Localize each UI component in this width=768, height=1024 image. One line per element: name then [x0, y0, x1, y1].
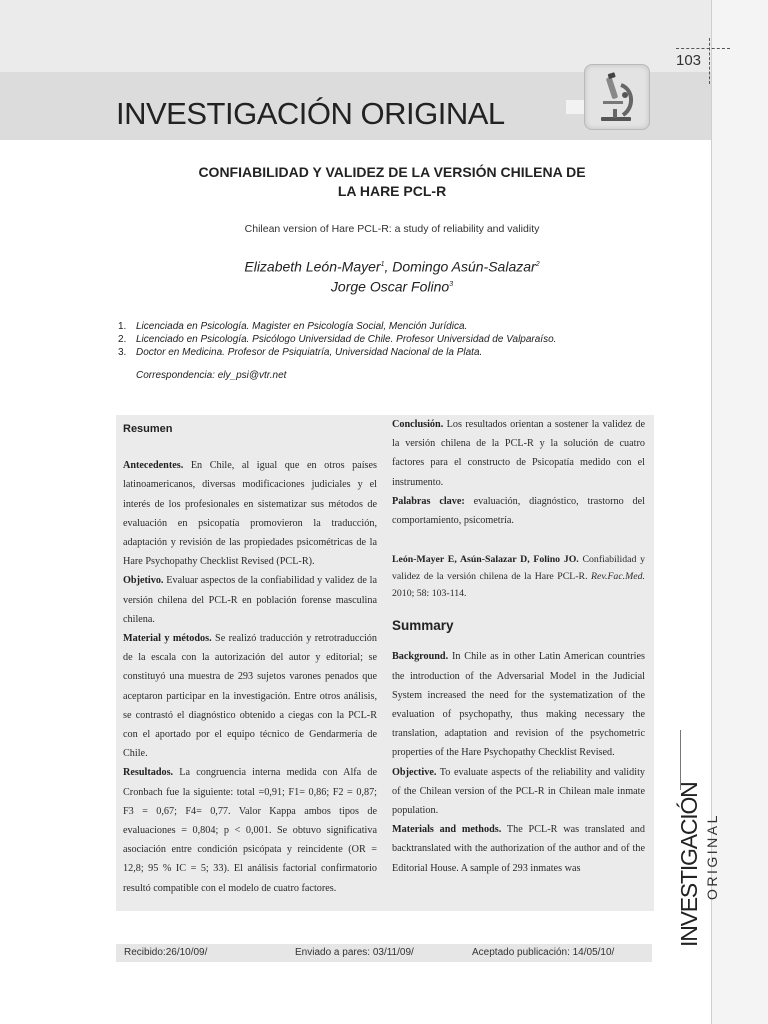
paragraph-background — [392, 647, 645, 762]
crop-mark-vertical — [709, 38, 710, 84]
text-conclusion: Los resultados orientan a sostener la validez de la versión chilena de la PCL-R y la solución de cuatro factores para el constructo de Psicopatía medido con el instrumento. — [392, 419, 645, 488]
label-objective: Objective. — [392, 766, 437, 778]
text-antecedentes: En Chile, al igual que en otros países latinoamericanos, diversas modificaciones judiciales y el interés de los profesionales en sistematizar sus métodos de evaluación en psicopatía promovieron la traducción, adaptación y revisión de las propiedades psicométricas de la Hare Psychopathy Checklist Revised (PCL-R). — [123, 460, 377, 568]
resumen-heading: Resumen — [123, 423, 173, 435]
paragraph-conclusion — [392, 415, 645, 492]
article-title-line1: CONFIABILIDAD Y VALIDEZ DE LA VERSIÓN CHILENA DE — [198, 164, 586, 180]
paragraph-methods — [392, 820, 645, 878]
dates-bar — [116, 944, 652, 962]
crop-mark-horizontal — [676, 48, 730, 49]
citation-journal: Rev.Fac.Med. — [591, 571, 645, 583]
author-1-affil: 1 — [380, 261, 385, 268]
affiliation-number: 3. — [118, 347, 127, 358]
affiliation-item — [118, 333, 678, 346]
summary-heading: Summary — [392, 618, 454, 634]
paragraph-antecedentes — [123, 456, 377, 571]
article-title — [150, 163, 634, 201]
affiliation-number: 2. — [118, 334, 127, 345]
citation-details: 2010; 58: 103-114. — [392, 588, 467, 600]
page-number: 103 — [676, 52, 702, 69]
side-label-rule — [680, 730, 681, 790]
date-accepted: Aceptado publicación: 14/05/10/ — [472, 947, 615, 958]
text-methods: The PCL-R was translated and backtranslated with the authorization of the author and of the Editorial House. A sample of 293 inmates was — [392, 824, 645, 874]
affiliation-item — [118, 346, 678, 359]
abstract-column-right — [392, 415, 645, 878]
side-strip — [712, 0, 768, 1024]
citation — [392, 551, 645, 602]
affiliation-text: Licenciado en Psicología. Psicólogo Universidad de Chile. Profesor Universidad de Valparaíso. — [136, 334, 557, 345]
label-resultados: Resultados. — [123, 767, 174, 779]
english-subtitle: Chilean version of Hare PCL-R: a study of reliability and validity — [244, 223, 540, 235]
article-title-line2: LA HARE PCL-R — [337, 183, 447, 199]
label-material: Material y métodos. — [123, 633, 212, 645]
side-label-investigacion: INVESTIGACIÓN — [676, 782, 702, 947]
author-3: Jorge Oscar Folino — [330, 278, 450, 295]
text-objective: To evaluate aspects of the reliability and validity of the Chilean version of the PCL-R in Chilean male inmate population. — [392, 766, 645, 817]
label-objetivo: Objetivo. — [123, 575, 164, 587]
text-material: Se realizó traducción y retrotraducción de la escala con la autorización del autor y editorial; se constituyó una muestra de 293 sujetos varones penados que aceptaron participar en la investigación. Entre otros análisis, se contrastó el diagnóstico obtenido a ciegas con la PCL-R con el aportado por el equipo técnico de Gendarmería de Chile. — [123, 633, 377, 760]
abstract-box — [116, 415, 654, 911]
author-line2 — [150, 276, 634, 296]
affiliation-text: Licenciada en Psicología. Magister en Psicología Social, Mención Jurídica. — [136, 321, 468, 332]
paragraph-resultados — [123, 763, 377, 897]
label-palabras-clave: Palabras clave: — [392, 495, 465, 507]
date-received: Recibido:26/10/09/ — [124, 947, 208, 958]
affiliation-text: Doctor en Medicina. Profesor de Psiquiatría, Universidad Nacional de la Plata. — [136, 347, 483, 358]
author-1: Elizabeth León-Mayer — [244, 258, 381, 275]
microscope-icon — [584, 64, 650, 130]
affiliation-list — [118, 320, 678, 359]
author-line1 — [150, 256, 634, 276]
correspondence — [136, 370, 286, 381]
paragraph-material — [123, 629, 377, 763]
label-methods: Materials and methods. — [392, 824, 502, 836]
author-3-affil: 3 — [449, 280, 454, 288]
citation-authors: León-Mayer E, Asún-Salazar D, Folino JO. — [392, 554, 579, 566]
correspondence-email[interactable]: ely_psi@vtr.net — [217, 370, 287, 381]
abstract-column-spanish — [123, 415, 377, 898]
paragraph-objetivo — [123, 571, 377, 629]
text-objetivo: Evaluar aspectos de la confiabilidad y validez de la versión chilena del PCL-R en población forense masculina chilena. — [123, 575, 377, 625]
author-2-affil: 2 — [535, 261, 540, 268]
author-2: Domingo Asún-Salazar — [392, 258, 536, 275]
label-background: Background. — [392, 651, 449, 663]
affiliation-item — [118, 320, 678, 333]
paragraph-objective — [392, 763, 645, 821]
text-resultados: La congruencia interna medida con Alfa de Cronbach fue la siguiente: total =0,91; F1= 0,86; F2 = 0,87; F3 = 0,67; F4= 0,77. Valor Kappa ambos tipos de evaluaciones = 0,804; p < 0,001. Se obtuvo significativa asociación entre condición psicópata y reincidente (OR = 12,8; 95 % IC = 5; 33). El análisis factorial confirmatorio resultó compatible con el modelo de cuatro factores. — [123, 767, 377, 894]
text-palabras-clave: evaluación, diagnóstico, trastorno del comportamiento, psicometría. — [392, 495, 645, 527]
author-list — [150, 256, 634, 295]
correspondence-label: Correspondencia: — [136, 370, 215, 381]
label-antecedentes: Antecedentes. — [123, 460, 184, 472]
date-sent-to-peers: Enviado a pares: 03/11/09/ — [295, 947, 414, 958]
paragraph-palabras-clave — [392, 492, 645, 530]
affiliation-number: 1. — [118, 321, 127, 332]
side-label-original: ORIGINAL — [704, 813, 720, 900]
label-conclusion: Conclusión. — [392, 419, 444, 430]
spacer — [392, 530, 645, 540]
section-title: INVESTIGACIÓN ORIGINAL — [116, 96, 505, 131]
header-band — [0, 0, 768, 72]
citation-text: Confiabilidad y validez de la versión chilena de la Hare PCL-R. — [392, 554, 646, 583]
author-separator: , — [384, 258, 393, 275]
text-background: In Chile as in other Latin American countries the introduction of the Adversarial Model in the Judicial System increased the need for the systematization of the evaluation of psychopathy, thus making necessary the translation, adaptation and revision of the psychometric properties of the Hare Psychopathy Checklist Revised. — [392, 651, 645, 759]
